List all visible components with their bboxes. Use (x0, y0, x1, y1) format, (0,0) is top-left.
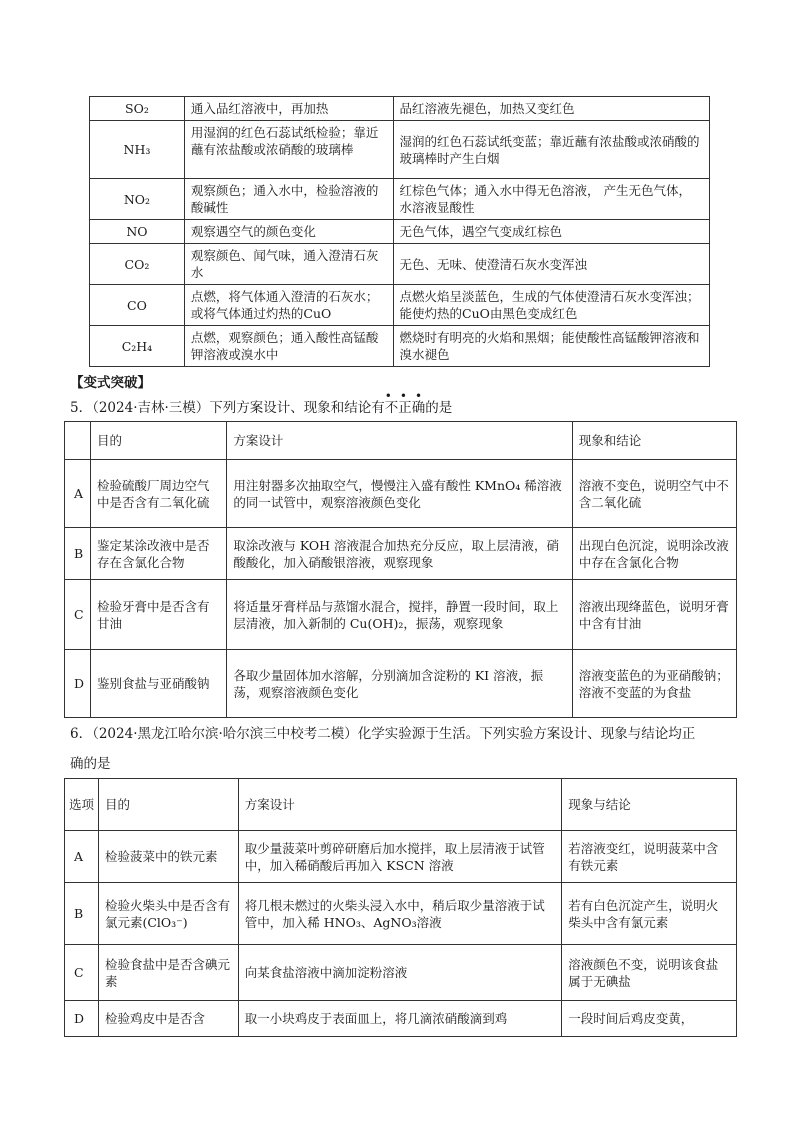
purpose-cell: 检验牙膏中是否含有甘油 (91, 580, 227, 650)
design-cell: 将几根未燃过的火柴头浸入水中，稍后取少量溶液于试管中，加入稀 HNO₃、AgNO₃溶液 (238, 883, 561, 945)
option-label: D (65, 1001, 99, 1037)
question-5-suffix: 的是 (425, 400, 453, 416)
table-row (65, 945, 737, 1001)
header-design: 方案设计 (227, 422, 572, 460)
result-cell: 出现白色沉淀，说明涂改液中存在含氯化合物 (572, 528, 736, 580)
result-cell: 溶液不变色，说明空气中不含二氧化硫 (572, 460, 736, 528)
section-title: 【变式突破】 (70, 375, 151, 391)
option-label: C (65, 945, 99, 1001)
question-5-table (64, 421, 737, 718)
result-cell: 溶液变蓝色的为亚硝酸钠；溶液不变蓝的为食盐 (572, 650, 736, 718)
question-6-table (64, 778, 737, 1037)
gas-name: NO (90, 220, 185, 244)
test-method: 观察颜色；通入水中，检验溶液的酸碱性 (184, 179, 393, 220)
table-row (65, 528, 737, 580)
test-method: 点燃，观察颜色；通入酸性高锰酸钾溶液或溴水中 (184, 326, 393, 367)
result-cell: 溶液颜色不变，说明该食盐属于无碘盐 (562, 945, 737, 1001)
test-phenomenon: 无色、无味、使澄清石灰水变浑浊 (393, 244, 709, 285)
test-phenomenon: 燃烧时有明亮的火焰和黑烟；能使酸性高锰酸钾溶液和溴水褪色 (393, 326, 709, 367)
question-5-stem (70, 389, 453, 416)
purpose-cell: 检验食盐中是否含碘元素 (98, 945, 238, 1001)
result-cell: 若有白色沉淀产生，说明火柴头中含有氯元素 (562, 883, 737, 945)
table-row (65, 580, 737, 650)
table-row (90, 244, 710, 285)
purpose-cell: 鉴定某涂改液中是否存在含氯化合物 (91, 528, 227, 580)
option-label: B (65, 528, 91, 580)
design-cell: 取少量菠菜叶剪碎研磨后加水搅拌，取上层清液于试管中，加入稀硝酸后再加入 KSCN 溶液 (238, 831, 561, 883)
test-phenomenon: 红棕色气体；通入水中得无色溶液， 产生无色气体，水溶液显酸性 (393, 179, 709, 220)
header-result: 现象与结论 (562, 779, 737, 831)
option-label: C (65, 580, 91, 650)
test-phenomenon: 点燃火焰呈淡蓝色，生成的气体使澄清石灰水变浑浊；能使灼热的CuO由黑色变成红色 (393, 285, 709, 326)
result-cell: 若溶液变红，说明菠菜中含有铁元素 (562, 831, 737, 883)
purpose-cell: 检验硫酸厂周边空气中是否含有二氧化硫 (91, 460, 227, 528)
purpose-cell: 检验菠菜中的铁元素 (98, 831, 238, 883)
test-phenomenon: 湿润的红色石蕊试纸变蓝；靠近蘸有浓盐酸或浓硝酸的玻璃棒时产生白烟 (393, 121, 709, 179)
emphasis-dots-icon: ••• (384, 389, 431, 403)
gas-name: CO₂ (90, 244, 185, 285)
gas-test-table (89, 96, 710, 367)
result-cell: 一段时间后鸡皮变黄， (562, 1001, 737, 1037)
gas-name: C₂H₄ (90, 326, 185, 367)
purpose-cell: 检验鸡皮中是否含 (98, 1001, 238, 1037)
option-label: A (65, 831, 99, 883)
design-cell: 取一小块鸡皮于表面皿上，将几滴浓硝酸滴到鸡 (238, 1001, 561, 1037)
design-cell: 各取少量固体加水溶解，分别滴加含淀粉的 KI 溶液，振荡，观察溶液颜色变化 (227, 650, 572, 718)
header-blank (65, 422, 91, 460)
table-row (65, 1001, 737, 1037)
result-cell: 溶液出现绛蓝色，说明牙膏中含有甘油 (572, 580, 736, 650)
test-method: 点燃，将气体通入澄清的石灰水；或将气体通过灼热的CuO (184, 285, 393, 326)
test-phenomenon: 品红溶液先褪色，加热又变红色 (393, 97, 709, 121)
option-label: A (65, 460, 91, 528)
test-method: 通入品红溶液中，再加热 (184, 97, 393, 121)
table-row (65, 650, 737, 718)
design-cell: 用注射器多次抽取空气，慢慢注入盛有酸性 KMnO₄ 稀溶液的同一试管中，观察溶液颜色变化 (227, 460, 572, 528)
table-row (90, 285, 710, 326)
header-option: 选项 (65, 779, 99, 831)
gas-name: SO₂ (90, 97, 185, 121)
question-5-prefix: 5．（2024·吉林·三模）下列方案设计、现象和结论有 (70, 400, 385, 416)
purpose-cell: 鉴别食盐与亚硝酸钠 (91, 650, 227, 718)
purpose-cell: 检验火柴头中是否含有氯元素(ClO₃⁻) (98, 883, 238, 945)
header-purpose: 目的 (98, 779, 238, 831)
design-cell: 向某食盐溶液中滴加淀粉溶液 (238, 945, 561, 1001)
table-row (90, 97, 710, 121)
header-result: 现象和结论 (572, 422, 736, 460)
option-label: D (65, 650, 91, 718)
test-method: 观察颜色、闻气味，通入澄清石灰水 (184, 244, 393, 285)
table-row (90, 326, 710, 367)
design-cell: 将适量牙膏样品与蒸馏水混合，搅拌，静置一段时间，取上层清液，加入新制的 Cu(OH)₂，振荡，观察现象 (227, 580, 572, 650)
gas-name: NH₃ (90, 121, 185, 179)
gas-name: CO (90, 285, 185, 326)
table-row (65, 883, 737, 945)
option-label: B (65, 883, 99, 945)
header-design: 方案设计 (238, 779, 561, 831)
test-phenomenon: 无色气体，遇空气变成红棕色 (393, 220, 709, 244)
table-header-row (65, 422, 737, 460)
table-header-row (65, 779, 737, 831)
table-row (90, 179, 710, 220)
emphasis-text: ••• 不正确 (384, 389, 431, 416)
table-row (90, 121, 710, 179)
table-row (90, 220, 710, 244)
test-method: 用湿润的红色石蕊试纸检验；靠近蘸有浓盐酸或浓硝酸的玻璃棒 (184, 121, 393, 179)
question-6-stem-line-2: 确的是 (70, 756, 111, 772)
table-row (65, 831, 737, 883)
question-6-stem-line-1: 6．（2024·黑龙江哈尔滨·哈尔滨三中校考二模）化学实验源于生活。下列实验方案设计、现象与结论均正 (70, 726, 696, 742)
table-row (65, 460, 737, 528)
design-cell: 取涂改液与 KOH 溶液混合加热充分反应，取上层清液，硝酸酸化，加入硝酸银溶液，观察现象 (227, 528, 572, 580)
test-method: 观察遇空气的颜色变化 (184, 220, 393, 244)
header-purpose: 目的 (91, 422, 227, 460)
gas-name: NO₂ (90, 179, 185, 220)
